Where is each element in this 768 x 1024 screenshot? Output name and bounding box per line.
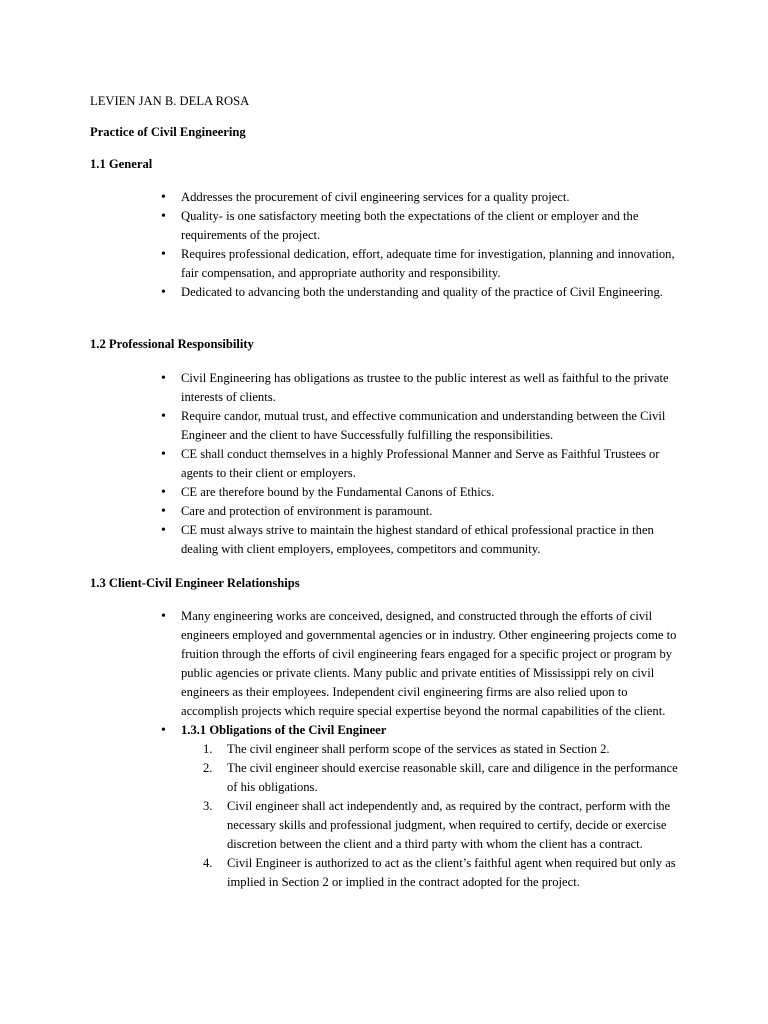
subsection-heading-obligations: 1.3.1 Obligations of the Civil Engineer <box>181 723 387 737</box>
numbered-item: 1. The civil engineer shall perform scope of the services as stated in Section 2. <box>203 742 610 756</box>
list-item: • Require candor, mutual trust, and effective communication and understanding between the Civil Engineer and the client to have Successfully fulfilling the responsibilities. <box>90 407 678 445</box>
general-list <box>90 188 678 302</box>
section-heading-relationships: 1.3 Client-Civil Engineer Relationships <box>90 576 300 590</box>
relationships-list <box>90 607 678 892</box>
list-item: • Civil Engineering has obligations as trustee to the public interest as well as faithful to the private interests of clients. <box>90 369 678 407</box>
list-item: • CE shall conduct themselves in a highly Professional Manner and Serve as Faithful Trustees or agents to their client or employers. <box>90 445 678 483</box>
list-item: • Many engineering works are conceived, designed, and constructed through the efforts of civil engineers employed and governmental agencies or in industry. Other engineering projects come to fruition through the efforts of civil engineering fears engaged for a specific project or program by public agencies or private clients. Many public and private entities of Mississippi rely on civil engineers as their employees. Independent civil engineering firms are also relied upon to accomplish projects which require special expertise beyond the normal capabilities of the client. <box>90 607 678 721</box>
list-item-obligations <box>90 721 678 740</box>
section-heading-general: 1.1 General <box>90 157 153 171</box>
list-item: • Care and protection of environment is paramount. <box>90 502 678 521</box>
numbered-item: 3. Civil engineer shall act independently and, as required by the contract, perform with the necessary skills and professional judgment, when required to certify, decide or exercise discretion between the client and a third party with whom the client has a contract. <box>203 799 671 851</box>
list-item: • Addresses the procurement of civil engineering services for a quality project. <box>90 188 678 207</box>
author-name: LEVIEN JAN B. DELA ROSA <box>90 94 250 108</box>
list-item: • CE are therefore bound by the Fundamental Canons of Ethics. <box>90 483 678 502</box>
document-title: Practice of Civil Engineering <box>90 125 246 139</box>
list-item: • Quality- is one satisfactory meeting both the expectations of the client or employer and the requirements of the project. <box>90 207 678 245</box>
numbered-item: 2. The civil engineer should exercise reasonable skill, care and diligence in the performance of his obligations. <box>203 761 678 794</box>
responsibility-list <box>90 369 678 559</box>
list-item: • CE must always strive to maintain the highest standard of ethical professional practice in then dealing with client employers, employees, competitors and community. <box>90 521 678 559</box>
list-item: • Requires professional dedication, effort, adequate time for investigation, planning and innovation, fair compensation, and appropriate authority and responsibility. <box>90 245 678 283</box>
section-heading-responsibility: 1.2 Professional Responsibility <box>90 337 254 351</box>
obligations-list <box>90 740 678 892</box>
list-item: • Dedicated to advancing both the understanding and quality of the practice of Civil Engineering. <box>90 283 678 302</box>
numbered-item: 4. Civil Engineer is authorized to act as the client’s faithful agent when required but only as implied in Section 2 or implied in the contract adopted for the project. <box>203 856 676 889</box>
